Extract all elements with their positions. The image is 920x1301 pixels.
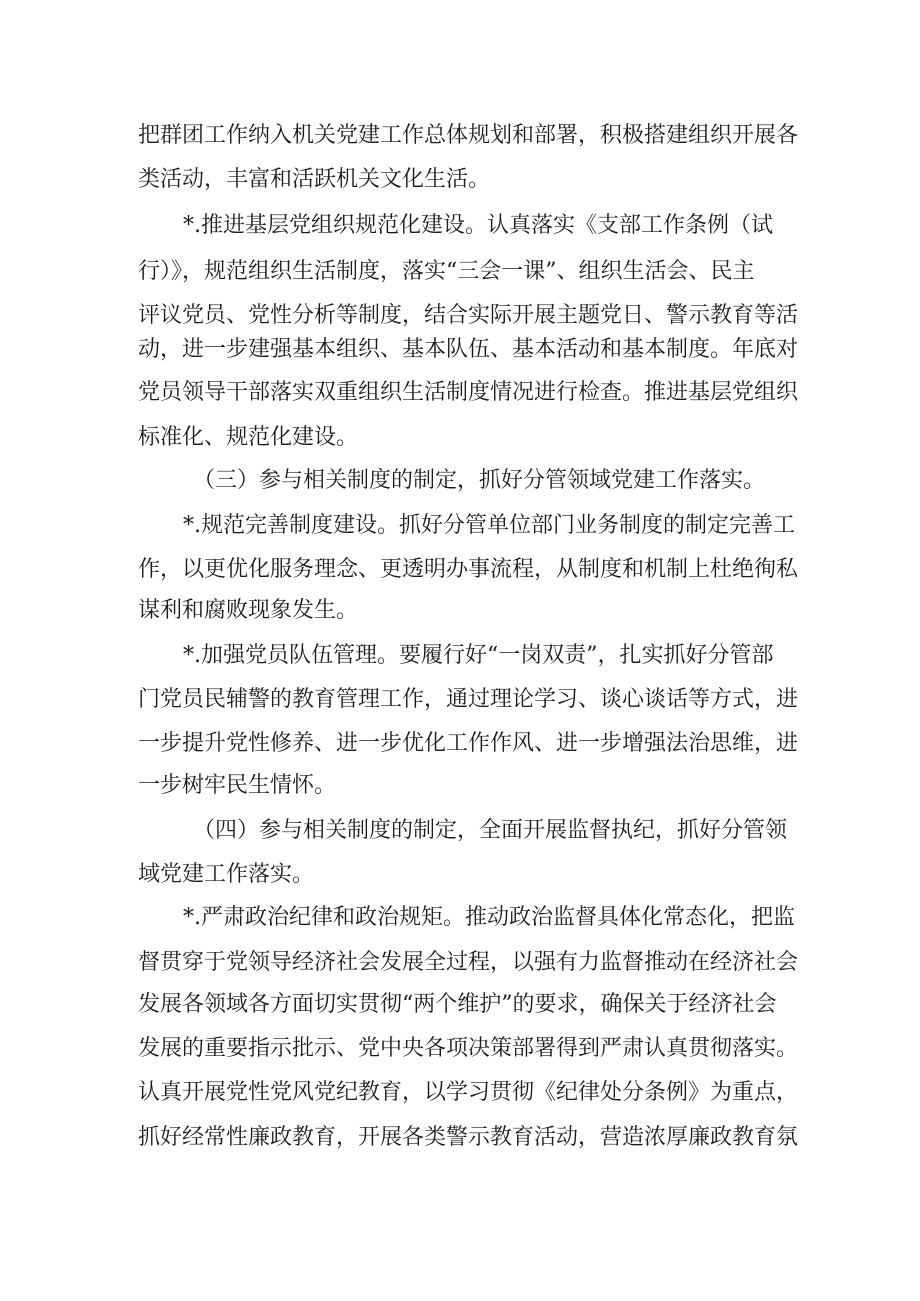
section-heading-continued: 域党建工作落实。 [138, 862, 315, 887]
text-line: 一步树牢民生情怀。 [138, 773, 337, 798]
text-line: 门党员民辅警的教育管理工作，通过理论学习、谈心谈话等方式，进 [138, 687, 799, 712]
text-line: 党员领导干部落实双重组织生活制度情况进行检查。推进基层党组织 [138, 380, 799, 405]
text-line: *.规范完善制度建设。抓好分管单位部门业务制度的制定完善工 [183, 513, 795, 538]
text-line: 把群团工作纳入机关党建工作总体规划和部署，积极搭建组织开展各 [138, 123, 799, 148]
text-line: 认真开展党性党风党纪教育，以学习贯彻《纪律处分条例》为重点， [138, 1080, 799, 1105]
text-line: 标准化、规范化建设。 [138, 425, 359, 450]
text-line: 一步提升党性修养、进一步优化工作作风、进一步增强法治思维，进 [138, 731, 799, 756]
text-line: 类活动，丰富和活跃机关文化生活。 [138, 167, 491, 192]
text-line: *.加强党员队伍管理。要履行好“一岗双责”，扎实抓好分管部 [183, 643, 774, 668]
section-heading: （四）参与相关制度的制定，全面开展监督执纪，抓好分管领 [193, 818, 788, 843]
text-line: 行）》，规范组织生活制度，落实“三会一课”、组织生活会、民主 [138, 259, 755, 284]
text-line: 督贯穿于党领导经济社会发展全过程，以强有力监督推动在经济社会 [138, 950, 799, 975]
section-heading: （三）参与相关制度的制定，抓好分管领域党建工作落实。 [193, 468, 766, 493]
text-line: 发展各领域各方面切实贯彻“两个维护”的要求，确保关于经济社会 [138, 992, 777, 1017]
text-line: 发展的重要指示批示、党中央各项决策部署得到严肃认真贯彻落实。 [138, 1036, 799, 1061]
text-line: 抓好经常性廉政教育，开展各类警示教育活动，营造浓厚廉政教育氛 [138, 1125, 799, 1150]
text-line: 评议党员、党性分析等制度，结合实际开展主题党日、警示教育等活 [138, 303, 799, 328]
text-line: 作，以更优化服务理念、更透明办事流程，从制度和机制上杜绝徇私 [138, 557, 799, 582]
text-line: *.严肃政治纪律和政治规矩。推动政治监督具体化常态化，把监 [183, 905, 795, 930]
text-line: 谋利和腐败现象发生。 [138, 598, 359, 623]
text-line: 动，进一步建强基本组织、基本队伍、基本活动和基本制度。年底对 [138, 337, 799, 362]
text-line: *.推进基层党组织规范化建设。认真落实《支部工作条例（试 [183, 213, 773, 238]
